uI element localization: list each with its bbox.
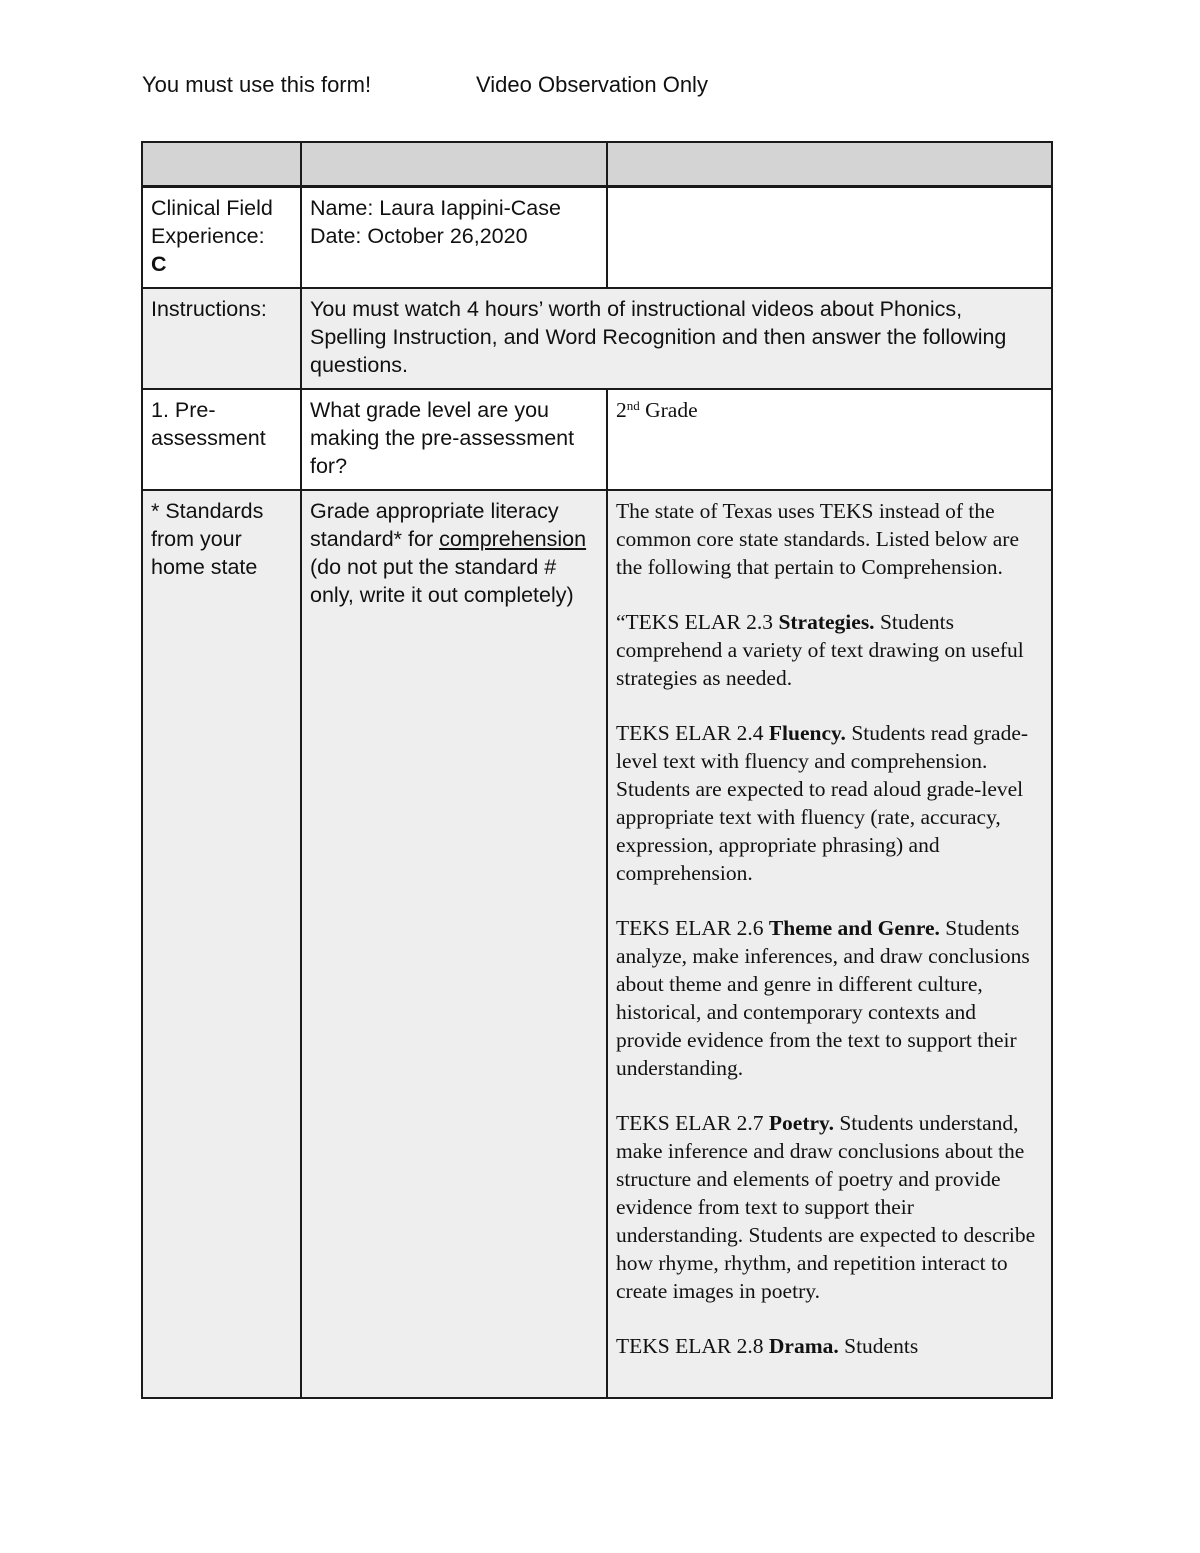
grade-number: 2 <box>616 397 627 422</box>
standards-label: * Standards from your home state <box>142 490 301 1398</box>
standard-entry <box>616 1332 1043 1360</box>
grade-level-answer <box>607 389 1052 490</box>
instructions-row <box>142 288 1052 389</box>
name-date-cell <box>301 187 607 288</box>
grade-ordinal: nd <box>626 397 640 413</box>
observation-form-table <box>141 141 1053 1399</box>
grade-level-question: What grade level are you making the pre-assessment for? <box>301 389 607 490</box>
instructions-label: Instructions: <box>142 288 301 389</box>
standard-title: Fluency. <box>768 720 846 745</box>
standard-entry <box>616 719 1043 887</box>
standard-code: TEKS ELAR 2.8 <box>616 1333 769 1358</box>
standard-code: TEKS ELAR 2.7 <box>616 1110 769 1135</box>
standard-title: Poetry. <box>768 1110 834 1135</box>
standard-code: TEKS ELAR 2.6 <box>616 915 769 940</box>
standards-prompt <box>301 490 607 1398</box>
standard-entry <box>616 1109 1043 1305</box>
observation-type: Video Observation Only <box>476 72 708 97</box>
grade-word: Grade <box>639 397 698 422</box>
info-row <box>142 187 1052 288</box>
standard-entry <box>616 914 1043 1082</box>
standard-text: Students <box>838 1333 919 1358</box>
label-line: Experience: <box>151 224 265 248</box>
header-cell-3 <box>607 142 1052 187</box>
info-empty-cell <box>607 187 1052 288</box>
standards-intro: The state of Texas uses TEKS instead of the common core state standards. Listed below are the following that pertain to Comprehension. <box>616 498 1019 579</box>
prompt-underlined: comprehension <box>439 526 587 551</box>
header-cell-2 <box>301 142 607 187</box>
standard-text: Students read grade-level text with fluency and comprehension. Students are expected to read aloud grade-level appropriate text with fluency (rate, accuracy, expression, appropriate phrasing) and comprehension. <box>616 720 1029 885</box>
standard-title: Theme and Genre. <box>768 915 940 940</box>
table-header-row <box>142 142 1052 187</box>
prompt-text: Grade appropriate literacy standard* for <box>310 498 559 551</box>
standard-text: Students comprehend a variety of text drawing on useful strategies as needed. <box>616 609 1024 690</box>
observation-date: Date: October 26,2020 <box>310 224 528 248</box>
clinical-field-label <box>142 187 301 288</box>
standard-code: “TEKS ELAR 2.3 <box>616 609 779 634</box>
pre-assessment-label: 1. Pre-assessment <box>142 389 301 490</box>
label-line: Clinical Field <box>151 196 273 220</box>
standard-text: Students understand, make inference and draw conclusions about the structure and elements of poetry and provide evidence from text to support their understanding. Students are expected to describe how rhyme, rhythm, and repetition interact to create images in poetry. <box>616 1110 1036 1303</box>
standard-title: Strategies. <box>778 609 875 634</box>
standard-entry <box>616 608 1043 692</box>
standards-answer <box>607 490 1052 1398</box>
header-cell-1 <box>142 142 301 187</box>
standard-code: TEKS ELAR 2.4 <box>616 720 769 745</box>
prompt-text: (do not put the standard # only, write it out completely) <box>310 554 574 607</box>
student-name: Name: Laura Iappini-Case <box>310 196 561 220</box>
standards-row <box>142 490 1052 1398</box>
form-notice: You must use this form! <box>142 72 372 97</box>
instructions-text: You must watch 4 hours’ worth of instructional videos about Phonics, Spelling Instruction, and Word Recognition and then answer the following questions. <box>301 288 1052 389</box>
pre-assessment-row <box>142 389 1052 490</box>
standard-text: Students analyze, make inferences, and draw conclusions about theme and genre in different culture, historical, and contemporary contexts and provide evidence from the text to support their understanding. <box>616 915 1030 1080</box>
label-line: C <box>151 252 167 276</box>
standard-title: Drama. <box>768 1333 839 1358</box>
